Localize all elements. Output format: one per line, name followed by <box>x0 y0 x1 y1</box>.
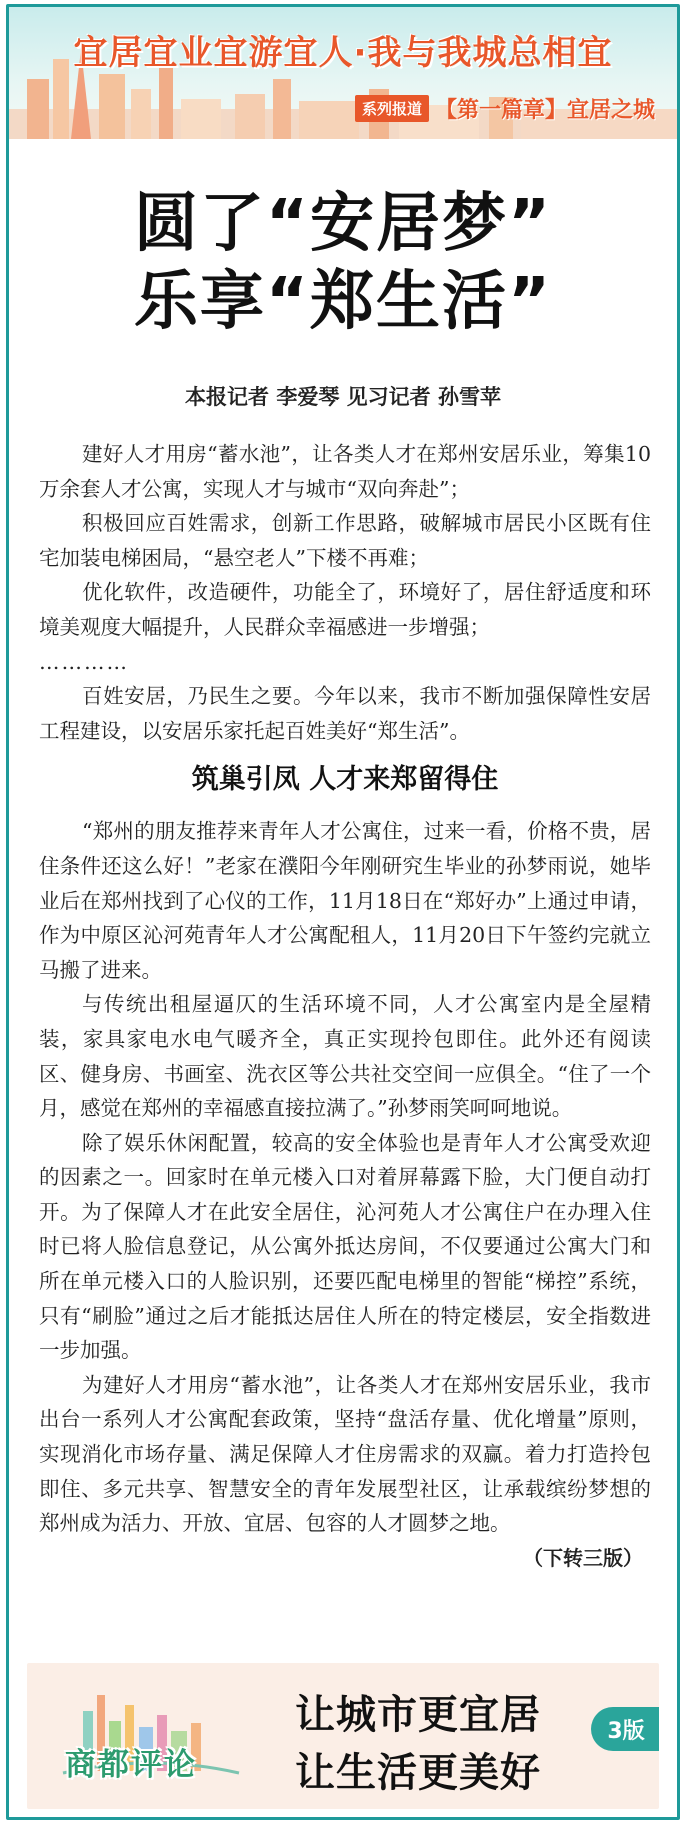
continued-note: （下转三版） <box>523 1545 643 1570</box>
promo-line-2: 让生活更美好 <box>295 1750 541 1796</box>
byline: 本报记者 李爱琴 见习记者 孙雪苹 <box>185 385 501 409</box>
promo-line-1: 让城市更宜居 <box>295 1692 541 1738</box>
paragraph <box>39 1368 651 1570</box>
paragraph-text: 为建好人才用房“蓄水池”，让各类人才在郑州安居乐业，我市出台一系列人才公寓配套政策，坚持“盘活存量、优化增量”原则，实现消化市场存量、满足保障人才住房需求的双赢。着力打造拎包即住、多元共享、智慧安全的青年发展型社区，让承载缤纷梦想的郑州成为活力、开放、宜居、包容的人才圆梦之地。 <box>39 1372 651 1536</box>
headline <box>9 185 677 341</box>
paragraph: 与传统出租屋逼仄的生活环境不同，人才公寓室内是全屋精装，家具家电水电气暖齐全，真正实现拎包即住。此外还有阅读区、健身房、书画室、洗衣区等公共社交空间一应俱全。“住了一个月，感觉在郑州的幸福感直接拉满了。”孙梦雨笑呵呵地说。 <box>39 992 651 1121</box>
page-reference-tag[interactable]: 3版 <box>591 1707 659 1751</box>
series-banner <box>9 7 677 139</box>
paragraph: 除了娱乐休闲配置，较高的安全体验也是青年人才公寓受欢迎的因素之一。回家时在单元楼入口对着屏幕露下脸，大门便自动打开。为了保障人才在此安全居住，沁河苑人才公寓住户在办理入住时已将人脸信息登记，从公寓外抵达房间，不仅要通过公寓大门和所在单元楼入口的人脸识别，还要匹配电梯里的智能“梯控”系统，只有“刷脸”通过之后才能抵达居住人所在的特定楼层，安全指数进一步加强。 <box>39 1130 651 1363</box>
headline-line-1: 圆了“安居梦” <box>133 187 553 261</box>
paragraph: 积极回应百姓需求，创新工作思路，破解城市居民小区既有住宅加装电梯困局，“悬空老人”下楼不再难； <box>39 511 651 570</box>
series-label <box>355 93 655 123</box>
paragraph: 建好人才用房“蓄水池”，让各类人才在郑州安居乐业，筹集10万余套人才公寓，实现人才与城市“双向奔赴”； <box>39 442 651 501</box>
paragraph: 百姓安居，乃民生之要。今年以来，我市不断加强保障性安居工程建设，以安居乐家托起百姓美好“郑生活”。 <box>39 684 651 743</box>
page-frame <box>6 4 680 1820</box>
section-subheading: 筑巢引凤 人才来郑留得住 <box>191 764 499 796</box>
series-badge: 系列报道 <box>355 95 429 122</box>
series-chapter: 【第一篇章】宜居之城 <box>434 97 655 123</box>
logo-wordmark: 商都评论 <box>65 1747 197 1783</box>
banner-title: 宜居宜业宜游宜人·我与我城总相宜 <box>73 33 613 73</box>
headline-line-2: 乐享“郑生活” <box>133 265 553 339</box>
paragraph: “郑州的朋友推荐来青年人才公寓住，过来一看，价格不贵，居住条件还这么好！”老家在濮阳今年刚研究生毕业的孙梦雨说，她毕业后在郑州找到了心仪的工作，11月18日在“郑好办”上通过申请，作为中原区沁河苑青年人才公寓配租人，11月20日下午签约完就立马搬了进来。 <box>39 819 651 982</box>
commentary-promo[interactable] <box>27 1663 659 1809</box>
paragraph: 优化软件，改造硬件，功能全了，环境好了，居住舒适度和环境美观度大幅提升，人民群众幸福感进一步增强； <box>39 580 651 639</box>
article-body <box>39 437 651 1575</box>
ellipsis-line: ………… <box>39 649 129 674</box>
